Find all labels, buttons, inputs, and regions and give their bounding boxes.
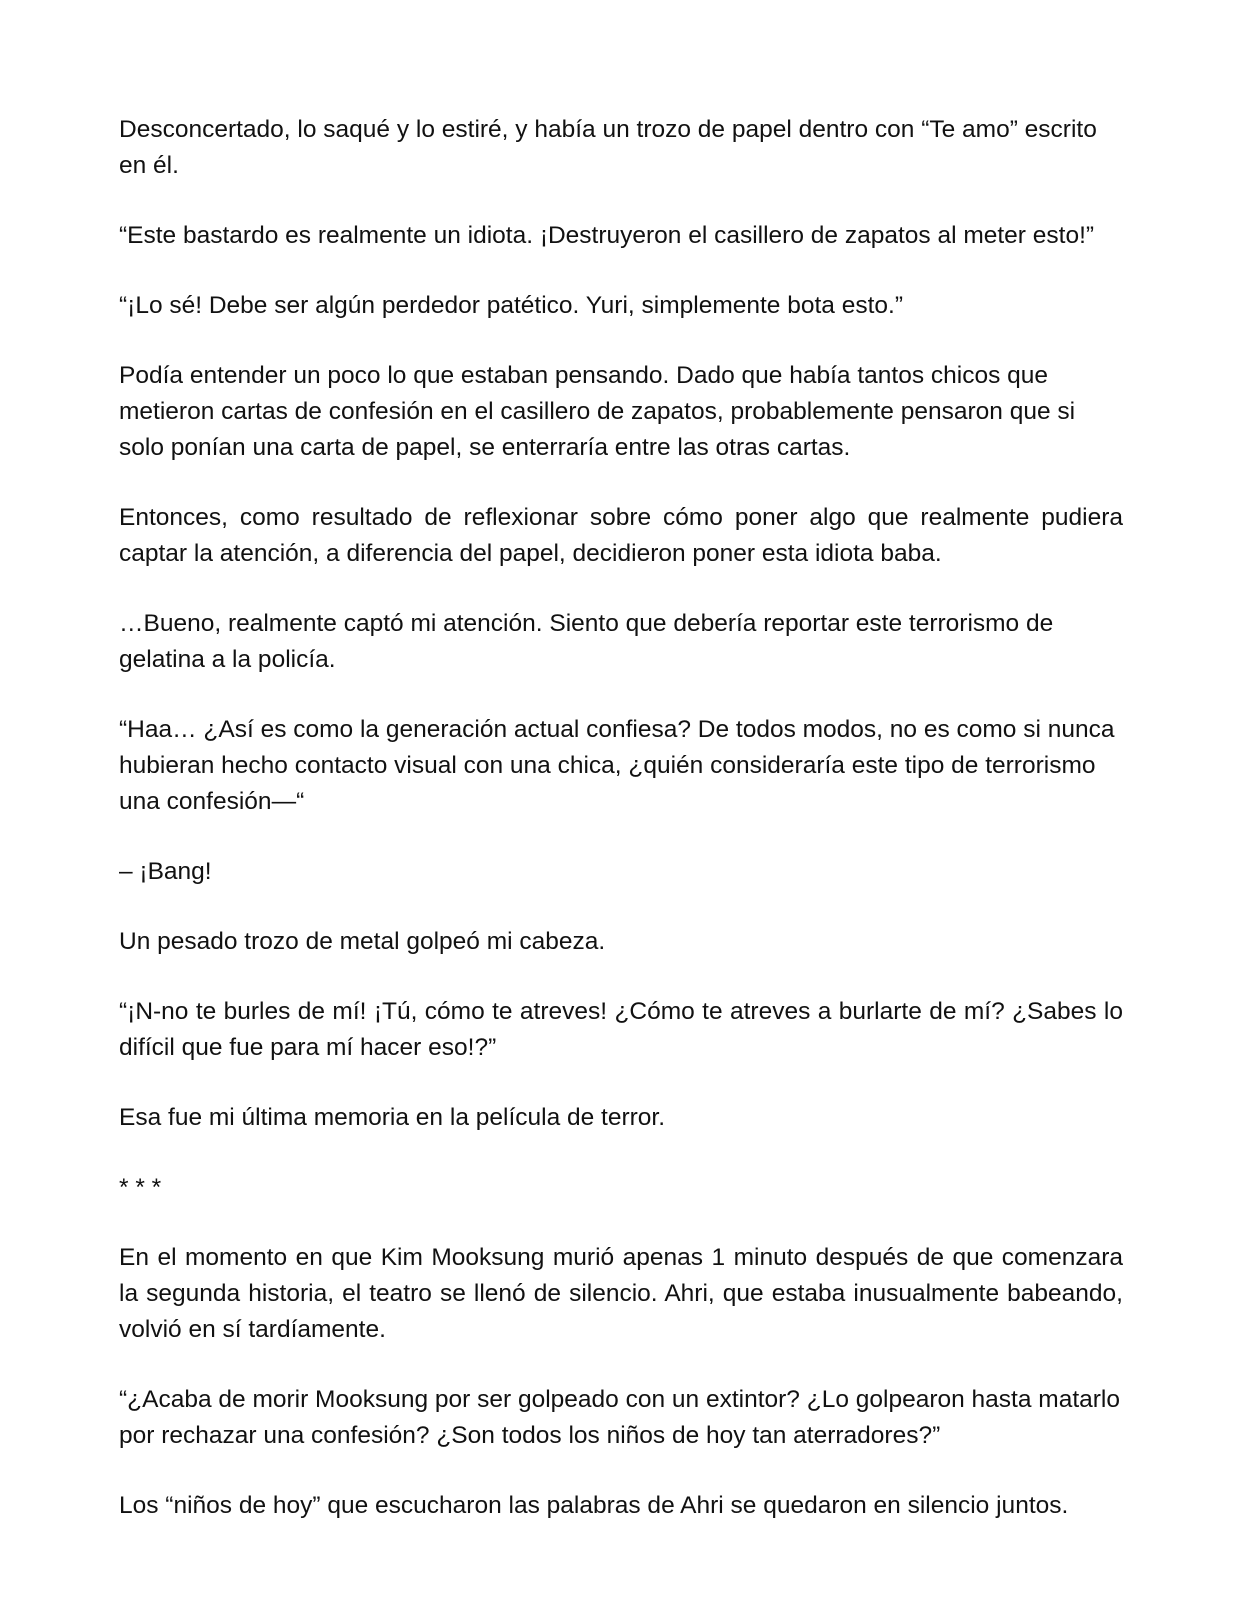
paragraph: Los “niños de hoy” que escucharon las palabras de Ahri se quedaron en silencio juntos. (119, 1492, 1069, 1519)
paragraph: Entonces, como resultado de reflexionar sobre cómo poner algo que realmente pudiera captar la atención, a diferencia del papel, decidieron poner esta idiota baba. (119, 504, 1123, 567)
paragraph: En el momento en que Kim Mooksung murió apenas 1 minuto después de que comenzara la segunda historia, el teatro se llenó de silencio. Ahri, que estaba inusualmente babeando, volvió en sí tardíamente. (119, 1244, 1123, 1343)
paragraph: …Bueno, realmente captó mi atención. Siento que debería reportar este terrorismo de gelatina a la policía. (119, 610, 1054, 673)
paragraph: Esa fue mi última memoria en la película de terror. (119, 1104, 666, 1131)
paragraph: “¿Acaba de morir Mooksung por ser golpeado con un extintor? ¿Lo golpearon hasta matarlo por rechazar una confesión? ¿Son todos los niños de hoy tan aterradores?” (119, 1386, 1120, 1449)
paragraph: “¡N-no te burles de mí! ¡Tú, cómo te atreves! ¿Cómo te atreves a burlarte de mí? ¿Sabes lo difícil que fue para mí hacer eso!?” (119, 998, 1123, 1061)
document-page (119, 112, 1123, 1558)
paragraph: “¡Lo sé! Debe ser algún perdedor patético. Yuri, simplemente bota esto.” (119, 292, 903, 319)
scene-break: * * * (119, 1174, 162, 1201)
paragraph: “Haa… ¿Así es como la generación actual confiesa? De todos modos, no es como si nunca hubieran hecho contacto visual con una chica, ¿quién consideraría este tipo de terrorismo una confesión—“ (119, 716, 1115, 815)
paragraph: Un pesado trozo de metal golpeó mi cabeza. (119, 928, 606, 955)
paragraph: – ¡Bang! (119, 858, 212, 885)
paragraph: Podía entender un poco lo que estaban pensando. Dado que había tantos chicos que metieron cartas de confesión en el casillero de zapatos, probablemente pensaron que si solo ponían una carta de papel, se enterraría entre las otras cartas. (119, 362, 1076, 461)
paragraph: Desconcertado, lo saqué y lo estiré, y había un trozo de papel dentro con “Te amo” escrito en él. (119, 116, 1097, 179)
paragraph: “Este bastardo es realmente un idiota. ¡Destruyeron el casillero de zapatos al meter esto!” (119, 222, 1095, 249)
